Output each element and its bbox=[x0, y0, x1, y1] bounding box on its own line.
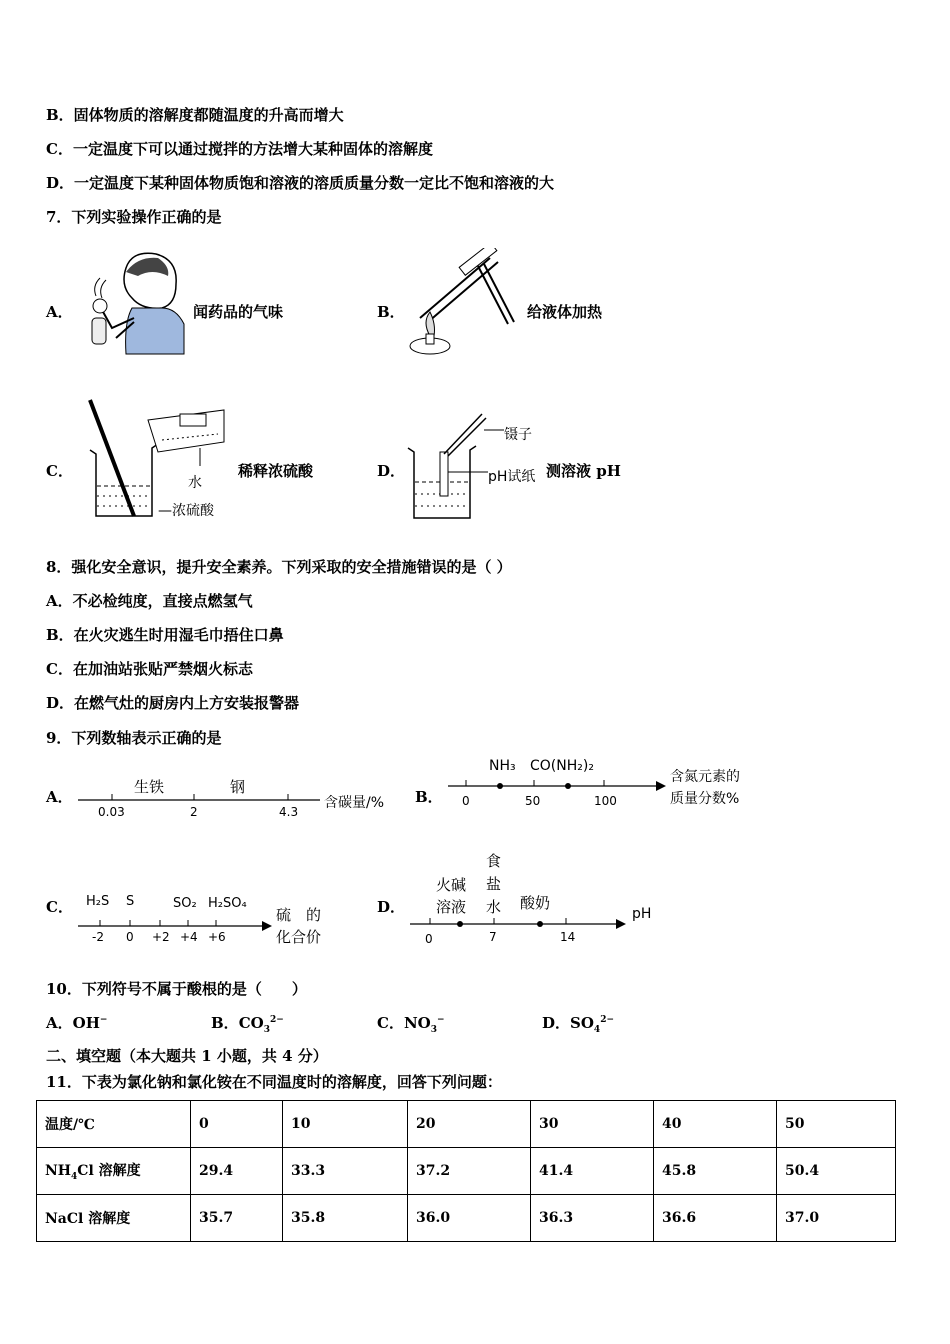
q10-c-symbol: NO bbox=[403, 1014, 431, 1032]
q9-c-axis-label-2: 化合价 bbox=[276, 928, 322, 946]
q10-a-symbol: OH bbox=[72, 1014, 100, 1032]
q8-option-d: D．在燃气灶的厨房内上方安装报警器 bbox=[46, 694, 300, 712]
table-cell: 50.4 bbox=[777, 1148, 896, 1195]
table-header-cell: 50 bbox=[777, 1101, 896, 1148]
q9-c-tick-1: -2 bbox=[92, 930, 104, 944]
q10-option-a bbox=[46, 1012, 107, 1033]
q9-d-tick-3: 14 bbox=[560, 930, 576, 944]
q9-d-acid-label: 酸奶 bbox=[520, 894, 551, 912]
heating-test-tube-figure bbox=[400, 248, 518, 360]
table-cell: 45.8 bbox=[654, 1148, 777, 1195]
q6-option-c: C．一定温度下可以通过搅拌的方法增大某种固体的溶解度 bbox=[46, 140, 433, 158]
table-cell: 36.0 bbox=[408, 1195, 531, 1242]
q9-d-base-label-2: 溶液 bbox=[436, 898, 467, 916]
table-cell: 35.8 bbox=[283, 1195, 408, 1242]
q8-option-b: B．在火灾逃生时用湿毛巾捂住口鼻 bbox=[46, 626, 284, 644]
table-cell: 37.2 bbox=[408, 1148, 531, 1195]
q8-stem: 8．强化安全意识，提升安全素养。下列采取的安全措施错误的是（ ） bbox=[46, 558, 512, 576]
q9-b-tick-1: 0 bbox=[462, 794, 470, 808]
q10-d-charge: 2− bbox=[600, 1015, 614, 1025]
q9-c-letter: C． bbox=[46, 898, 73, 916]
table-header-cell: 20 bbox=[408, 1101, 531, 1148]
q9-a-axis-label: 含碳量/% bbox=[324, 795, 385, 811]
q10-d-symbol: SO bbox=[570, 1014, 594, 1032]
q7-c-acid-label: —浓硫酸 bbox=[158, 503, 214, 519]
q9-d-salt-label-1: 食 bbox=[486, 852, 502, 870]
q7-c-caption: 稀释浓硫酸 bbox=[238, 462, 314, 480]
q9-b-axis-label-2: 质量分数% bbox=[670, 791, 740, 807]
q10-c-letter: C． bbox=[377, 1014, 404, 1032]
q7-d-paper-label: pH试纸 bbox=[488, 469, 536, 485]
table-header-cell: 30 bbox=[531, 1101, 654, 1148]
q9-b-axis bbox=[444, 772, 666, 802]
q9-d-tick-2: 7 bbox=[489, 930, 497, 944]
table-cell: 36.6 bbox=[654, 1195, 777, 1242]
table-cell: 29.4 bbox=[191, 1148, 283, 1195]
q9-c-tick-5: +6 bbox=[208, 930, 226, 944]
q10-d-subscript: 4 bbox=[593, 1025, 601, 1035]
q7-b-caption: 给液体加热 bbox=[527, 303, 603, 321]
table-cell: 35.7 bbox=[191, 1195, 283, 1242]
q9-b-label2: CO(NH₂)₂ bbox=[530, 758, 594, 774]
q10-b-charge: 2− bbox=[269, 1015, 284, 1025]
q6-option-d: D．一定温度下某种固体物质饱和溶液的溶质质量分数一定比不饱和溶液的大 bbox=[46, 174, 555, 192]
q10-a-charge: − bbox=[99, 1015, 108, 1025]
q7-c-acid-text: 浓硫酸 bbox=[172, 503, 214, 519]
q10-d-letter: D． bbox=[542, 1014, 571, 1032]
q9-d-salt-label-3: 水 bbox=[486, 898, 502, 916]
q9-d-tick-1: 0 bbox=[425, 932, 433, 946]
q7-d-letter: D． bbox=[377, 462, 406, 480]
table-header-cell: 10 bbox=[283, 1101, 408, 1148]
q9-b-tick-2: 50 bbox=[525, 794, 541, 808]
table-row bbox=[37, 1148, 896, 1195]
q9-c-label-h2s: H₂S bbox=[86, 894, 110, 909]
nh4cl-label-b: Cl 溶解度 bbox=[77, 1163, 141, 1180]
q9-b-letter: B． bbox=[415, 788, 443, 806]
q10-option-c bbox=[377, 1012, 445, 1035]
table-cell: 33.3 bbox=[283, 1148, 408, 1195]
q9-a-tick-2: 2 bbox=[190, 805, 198, 819]
table-header-cell: 温度/℃ bbox=[37, 1101, 191, 1148]
q7-b-letter: B． bbox=[377, 303, 405, 321]
q7-d-tweezers-label: 镊子 bbox=[504, 427, 532, 443]
q7-a-letter: A． bbox=[46, 303, 73, 321]
q9-b-tick-3: 100 bbox=[594, 794, 617, 808]
table-header-cell: 40 bbox=[654, 1101, 777, 1148]
q7-a-caption: 闻药品的气味 bbox=[193, 303, 284, 321]
q9-c-tick-2: 0 bbox=[126, 930, 134, 944]
q9-c-axis-label-1: 硫 的 bbox=[276, 906, 322, 924]
table-cell: 36.3 bbox=[531, 1195, 654, 1242]
q10-option-b bbox=[211, 1012, 284, 1035]
q9-b-label1: NH₃ bbox=[489, 758, 516, 774]
q6-option-b: B．固体物质的溶解度都随温度的升高而增大 bbox=[46, 106, 344, 124]
q9-c-axis bbox=[74, 914, 274, 940]
table-row bbox=[37, 1195, 896, 1242]
smelling-student-figure bbox=[72, 246, 188, 362]
q7-c-water-label: 水 bbox=[188, 475, 202, 491]
q9-a-letter: A． bbox=[46, 788, 73, 806]
q9-d-letter: D． bbox=[377, 898, 406, 916]
q9-a-tick-1: 0.03 bbox=[98, 805, 125, 819]
q11-stem: 11．下表为氯化钠和氯化铵在不同温度时的溶解度，回答下列问题： bbox=[46, 1073, 502, 1091]
q9-a-label1: 生铁 bbox=[134, 778, 165, 796]
nh4cl-label-a: NH bbox=[45, 1163, 72, 1180]
q8-option-a: A．不必检纯度，直接点燃氢气 bbox=[46, 592, 253, 610]
q7-d-caption: 测溶液 pH bbox=[546, 462, 621, 480]
q10-b-symbol: CO bbox=[238, 1014, 264, 1032]
q9-d-axis-label: pH bbox=[632, 906, 652, 922]
q9-stem: 9．下列数轴表示正确的是 bbox=[46, 729, 222, 747]
q9-c-label-s: S bbox=[126, 894, 135, 909]
q10-b-letter: B． bbox=[211, 1014, 239, 1032]
q9-d-base-label-1: 火碱 bbox=[436, 876, 467, 894]
solubility-table bbox=[36, 1100, 896, 1242]
q9-c-label-h2so4: H₂SO₄ bbox=[208, 896, 247, 911]
table-header-row bbox=[37, 1101, 896, 1148]
q9-a-label2: 钢 bbox=[230, 778, 246, 796]
table-row-label bbox=[37, 1148, 191, 1195]
q10-b-subscript: 3 bbox=[263, 1025, 270, 1035]
section2-title: 二、填空题（本大题共 1 小题，共 4 分） bbox=[46, 1047, 328, 1065]
q9-c-label-so2: SO₂ bbox=[173, 896, 197, 911]
q9-a-tick-3: 4.3 bbox=[279, 805, 299, 819]
q7-c-letter: C． bbox=[46, 462, 73, 480]
q10-option-d bbox=[542, 1012, 614, 1035]
q9-c-tick-3: +2 bbox=[152, 930, 170, 944]
q10-stem: 10．下列符号不属于酸根的是（ ） bbox=[46, 980, 307, 998]
q9-c-tick-4: +4 bbox=[180, 930, 198, 944]
table-cell: 37.0 bbox=[777, 1195, 896, 1242]
nh4cl-label-sub: 4 bbox=[71, 1171, 78, 1182]
q8-option-c: C．在加油站张贴严禁烟火标志 bbox=[46, 660, 253, 678]
q9-b-axis-label-1: 含氮元素的 bbox=[670, 769, 740, 785]
q9-d-salt-label-2: 盐 bbox=[486, 875, 502, 893]
q7-stem: 7．下列实验操作正确的是 bbox=[46, 208, 222, 226]
table-header-cell: 0 bbox=[191, 1101, 283, 1148]
table-cell: 41.4 bbox=[531, 1148, 654, 1195]
table-row-label: NaCl 溶解度 bbox=[37, 1195, 191, 1242]
q10-c-subscript: 3 bbox=[430, 1025, 437, 1035]
q10-c-charge: − bbox=[437, 1015, 445, 1025]
q10-a-letter: A． bbox=[46, 1014, 73, 1032]
